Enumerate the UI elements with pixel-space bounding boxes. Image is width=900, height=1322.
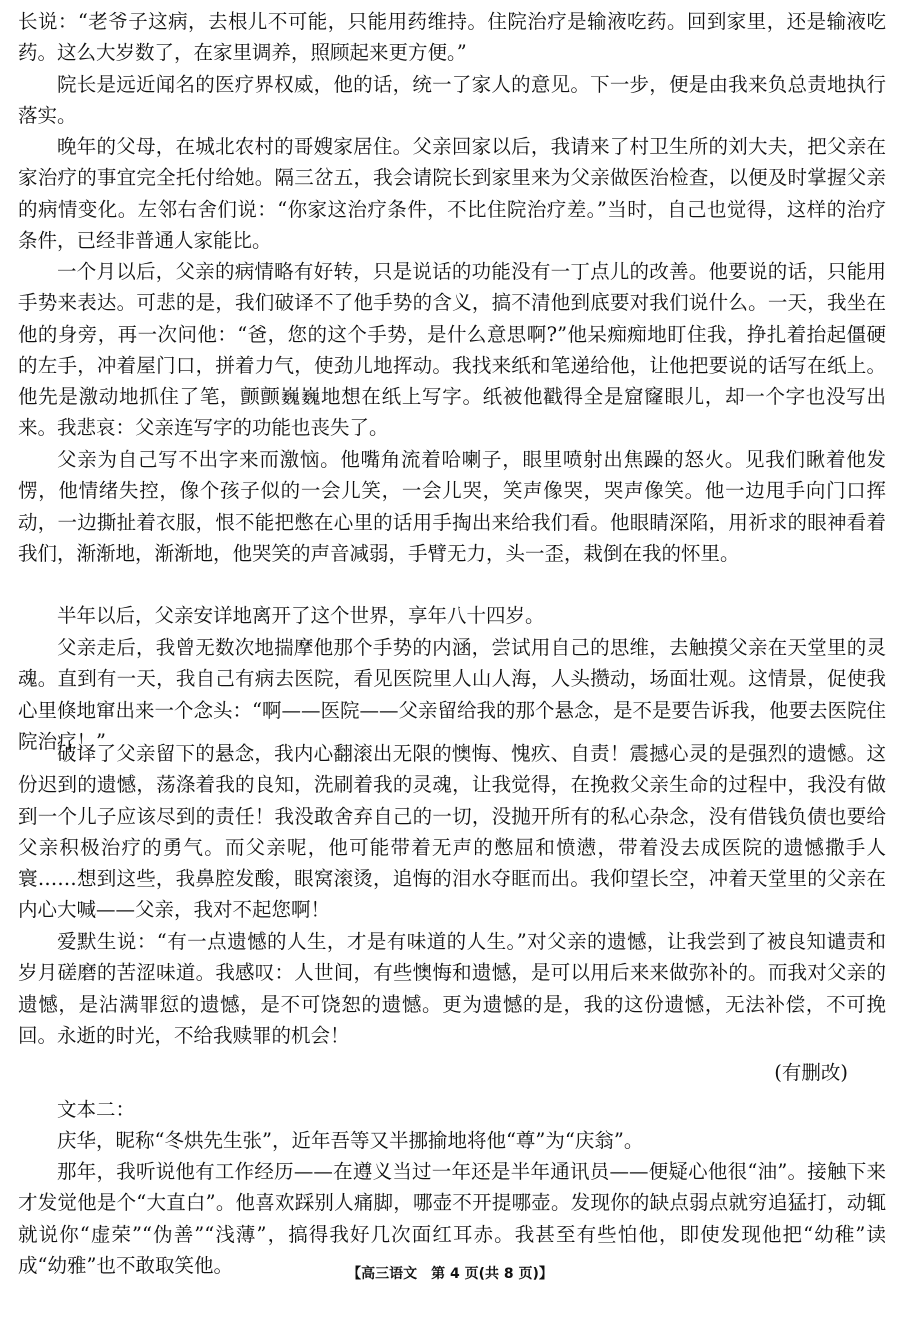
paragraph-4: 一个月以后，父亲的病情略有好转，只是说话的功能没有一丁点儿的改善。他要说的话，只能用手势来表达。可悲的是，我们破译不了他手势的含义，搞不清他到底要对我们说什么。一天，我坐在他的身旁，再一次问他：“爸，您的这个手势，是什么意思啊?”他呆痴痴地盯住我，挣扎着抬起僵硬的左手，冲着屋门口，拼着力气，使劲儿地挥动。我找来纸和笔递给他，让他把要说的话写在纸上。他先是激动地抓住了笔，颤颤巍巍地想在纸上写字。纸被他戳得全是窟窿眼儿，却一个字也没写出来。我悲哀：父亲连写字的功能也丧失了。 xyxy=(18,260,886,440)
text2-paragraph-1: 庆华，昵称“冬烘先生张”，近年吾等又半挪揄地将他“尊”为“庆翁”。 xyxy=(57,1129,644,1152)
paragraph-6: 半年以后，父亲安详地离开了这个世界，享年八十四岁。 xyxy=(57,604,545,627)
paragraph-2: 院长是远近闻名的医疗界权威，他的话，统一了家人的意见。下一步，便是由我来负总责地执行落实。 xyxy=(18,73,886,128)
text2-paragraph-2: 那年，我听说他有工作经历——在遵义当过一年还是半年通讯员——便疑心他很“油”。接触下来才发觉他是个“大直白”。他喜欢踩别人痛脚，哪壶不开提哪壶。发现你的缺点弱点就穷追猛打，动辄就说你“虚荣”“伪善”“浅薄”，搞得我好几次面红耳赤。我甚至有些怕他，即使发现他把“幼稚”读成“幼雅”也不敢取笑他。 xyxy=(18,1160,886,1277)
paragraph-7: 父亲走后，我曾无数次地揣摩他那个手势的内涵，尝试用自己的思维，去触摸父亲在天堂里的灵魂。直到有一天，我自己有病去医院，看见医院里人山人海，人头攒动，场面壮观。这情景，促使我心里倏地窜出来一个念头：“啊——医院——父亲留给我的那个悬念，是不是要告诉我，他要去医院住院治疗！” xyxy=(18,636,886,753)
edit-note: (有删改) xyxy=(774,1061,848,1084)
paragraph-9: 爱默生说：“有一点遗憾的人生，才是有味道的人生。”对父亲的遗憾，让我尝到了被良知谴责和岁月磋磨的苦涩味道。我感叹：人世间，有些懊悔和遗憾，是可以用后来来做弥补的。而我对父亲的遗憾，是沾满罪愆的遗憾，是不可饶恕的遗憾。更为遗憾的是，我的这份遗憾，无法补偿，不可挽回。永逝的时光，不给我赎罪的机会！ xyxy=(18,930,886,1047)
paragraph-5: 父亲为自己写不出字来而激恼。他嘴角流着哈喇子，眼里喷射出焦躁的怒火。见我们瞅着他发愣，他情绪失控，像个孩子似的一会儿笑，一会儿哭，笑声像哭，哭声像笑。他一边甩手向门口挥动，一边撕扯着衣服，恨不能把憋在心里的话用手掏出来给我们看。他眼睛深陷，用祈求的眼神看着我们，渐渐地，渐渐地，他哭笑的声音减弱，手臂无力，头一歪，栽倒在我的怀里。 xyxy=(18,448,886,565)
page-footer: 【高三语文 第 4 页(共 8 页)】 xyxy=(347,1266,553,1282)
paragraph-1: 长说：“老爷子这病，去根儿不可能，只能用药维持。住院治疗是输液吃药。回到家里，还是输液吃药。这么大岁数了，在家里调养，照顾起来更方便。” xyxy=(18,10,886,65)
paragraph-3: 晚年的父母，在城北农村的哥嫂家居住。父亲回家以后，我请来了村卫生所的刘大夫，把父亲在家治疗的事宜完全托付给她。隔三岔五，我会请院长到家里来为父亲做医治检查，以便及时掌握父亲的病情变化。左邻右舍们说：“你家这治疗条件，不比住院治疗差。”当时，自己也觉得，这样的治疗条件，已经非普通人家能比。 xyxy=(18,135,886,252)
text2-heading: 文本二： xyxy=(57,1098,136,1121)
paragraph-8: 破译了父亲留下的悬念，我内心翻滚出无限的懊悔、愧疚、自责！震撼心灵的是强烈的遗憾。这份迟到的遗憾，荡涤着我的良知，洗刷着我的灵魂，让我觉得，在挽救父亲生命的过程中，我没有做到一个儿子应该尽到的责任！我没敢舍弃自己的一切，没抛开所有的私心杂念，没有借钱负债也要给父亲积极治疗的勇气。而父亲呢，他可能带着无声的憋屈和愤懑，带着没去成医院的遗憾撒手人寰……想到这些，我鼻腔发酸，眼窝滚烫，追悔的泪水夺眶而出。我仰望长空，冲着天堂里的父亲在内心大喊——父亲，我对不起您啊！ xyxy=(18,742,886,922)
